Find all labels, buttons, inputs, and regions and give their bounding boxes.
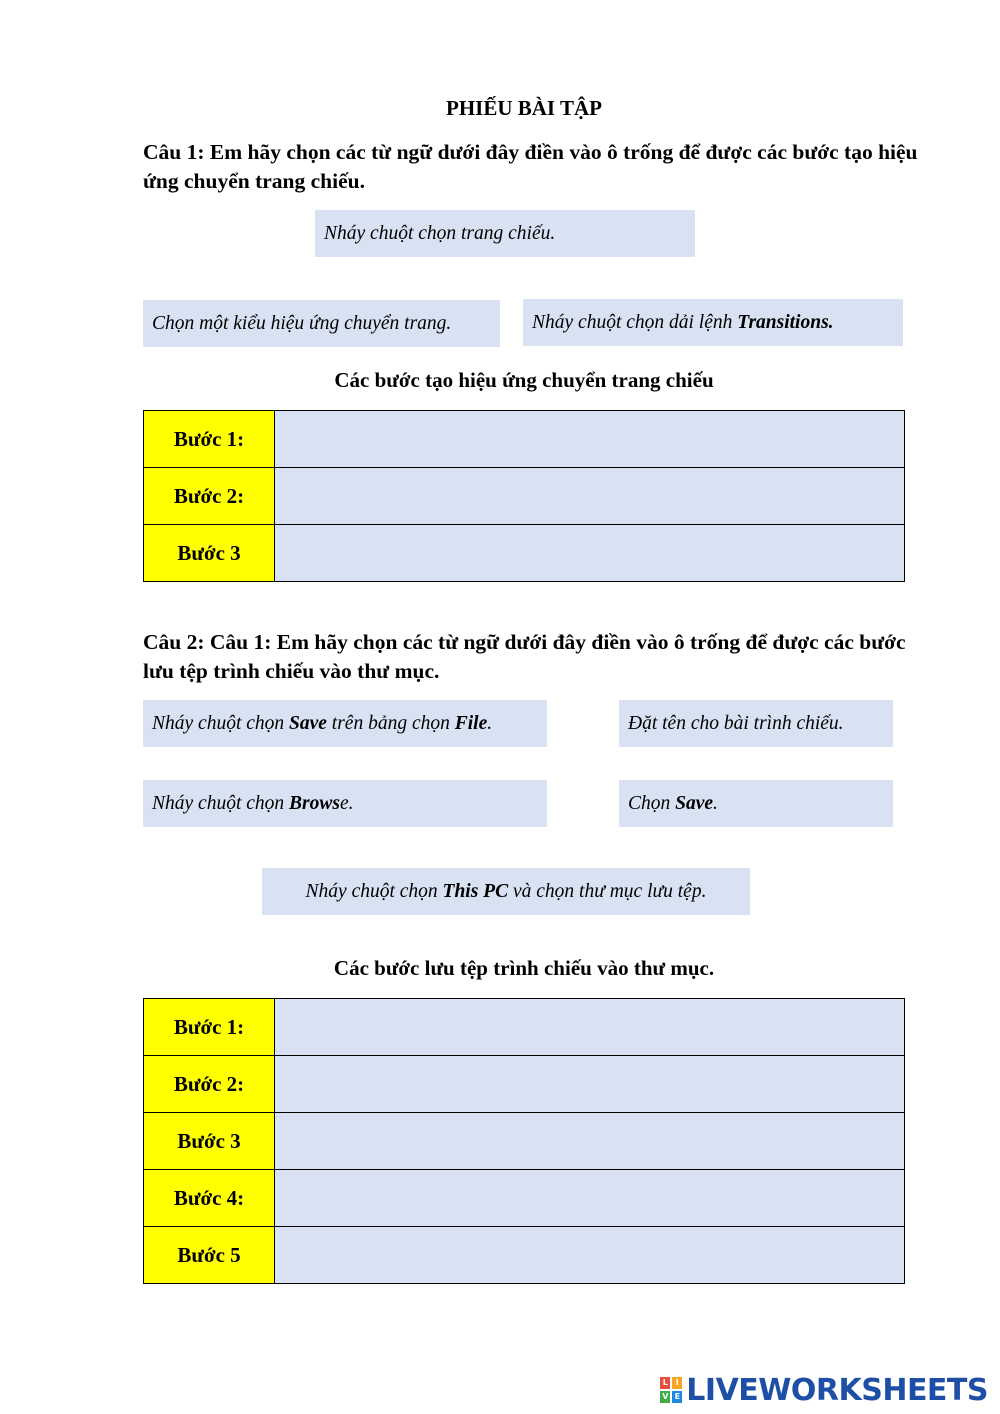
- step-label: Bước 2:: [144, 1056, 275, 1113]
- liveworksheets-logo: [660, 1373, 988, 1407]
- step-label: Bước 1:: [144, 999, 275, 1056]
- chip-text: trên bảng chọn: [326, 713, 455, 734]
- table-row: [144, 525, 905, 582]
- q2-chip-name-file[interactable]: Đặt tên cho bài trình chiếu.: [619, 700, 893, 747]
- q1-chip-choose-effect[interactable]: Chọn một kiểu hiệu ứng chuyển trang.: [143, 300, 500, 347]
- q2-chip-choose-save[interactable]: [619, 780, 893, 827]
- q2-chip-browse[interactable]: [143, 780, 547, 827]
- table-row: [144, 1056, 905, 1113]
- chip-bold-text: Transitions.: [737, 312, 834, 333]
- chip-text: .: [713, 793, 718, 814]
- chip-bold-text: This PC: [442, 881, 509, 902]
- step-5-drop-slot[interactable]: [275, 1227, 905, 1284]
- step-4-drop-slot[interactable]: [275, 1170, 905, 1227]
- table-row: [144, 1227, 905, 1284]
- chip-text: Nháy chuột chọn: [152, 713, 290, 734]
- question-2-text: Câu 2: Câu 1: Em hãy chọn các từ ngữ dưới đây điền vào ô trống để được các bước lưu tệp trình chiếu vào thư mục.: [143, 630, 906, 683]
- table-row: [144, 1170, 905, 1227]
- step-2-drop-slot[interactable]: [275, 468, 905, 525]
- worksheet-title: PHIẾU BÀI TẬP: [446, 96, 602, 120]
- chip-text: Nháy chuột chọn dải lệnh: [532, 312, 738, 333]
- chip-bold-text: Save: [289, 713, 327, 734]
- chip-text: .: [487, 713, 493, 734]
- table-row: [144, 1113, 905, 1170]
- step-1-drop-slot[interactable]: [275, 411, 905, 468]
- logo-mark-letter: L: [660, 1377, 670, 1389]
- logo-mark-letter: V: [662, 1392, 669, 1401]
- q2-chip-save-file[interactable]: [143, 700, 547, 747]
- step-label: Bước 5: [144, 1227, 275, 1284]
- step-label: Bước 2:: [144, 468, 275, 525]
- chip-text: Chọn: [628, 793, 676, 814]
- q1-steps-table: [143, 410, 905, 582]
- step-3-drop-slot[interactable]: [275, 525, 905, 582]
- chip-bold-text: Brows: [289, 793, 340, 814]
- chip-bold-text: Save: [675, 793, 714, 814]
- logo-text: LIVEWORKSHEETS: [686, 1372, 988, 1408]
- step-label: Bước 1:: [144, 411, 275, 468]
- chip-bold-text: File: [454, 713, 488, 734]
- table-row: [144, 999, 905, 1056]
- table-row: [144, 468, 905, 525]
- liveworksheets-logo-icon: [660, 1377, 682, 1403]
- step-1-drop-slot[interactable]: [275, 999, 905, 1056]
- step-2-drop-slot[interactable]: [275, 1056, 905, 1113]
- chip-text: Nháy chuột chọn: [305, 881, 443, 902]
- q2-chip-this-pc[interactable]: [262, 868, 750, 915]
- chip-text: e.: [339, 793, 354, 814]
- q2-table-title: Các bước lưu tệp trình chiếu vào thư mục.: [333, 956, 715, 980]
- logo-mark-letter: E: [672, 1391, 682, 1403]
- step-label: Bước 3: [144, 1113, 275, 1170]
- q2-steps-table: [143, 998, 905, 1284]
- table-row: [144, 411, 905, 468]
- q1-chip-transitions-tab[interactable]: [523, 299, 903, 346]
- logo-mark-letter: I: [672, 1377, 682, 1389]
- chip-text: Nháy chuột chọn: [152, 793, 290, 814]
- step-3-drop-slot[interactable]: [275, 1113, 905, 1170]
- step-label: Bước 3: [144, 525, 275, 582]
- step-label: Bước 4:: [144, 1170, 275, 1227]
- q1-table-title: Các bước tạo hiệu ứng chuyển trang chiếu: [334, 368, 714, 392]
- question-1-text: Câu 1: Em hãy chọn các từ ngữ dưới đây điền vào ô trống để được các bước tạo hiệu ứng chuyển trang chiếu.: [143, 140, 918, 193]
- chip-text: và chọn thư mục lưu tệp.: [508, 881, 707, 902]
- q1-chip-select-slide[interactable]: Nháy chuột chọn trang chiếu.: [315, 210, 695, 257]
